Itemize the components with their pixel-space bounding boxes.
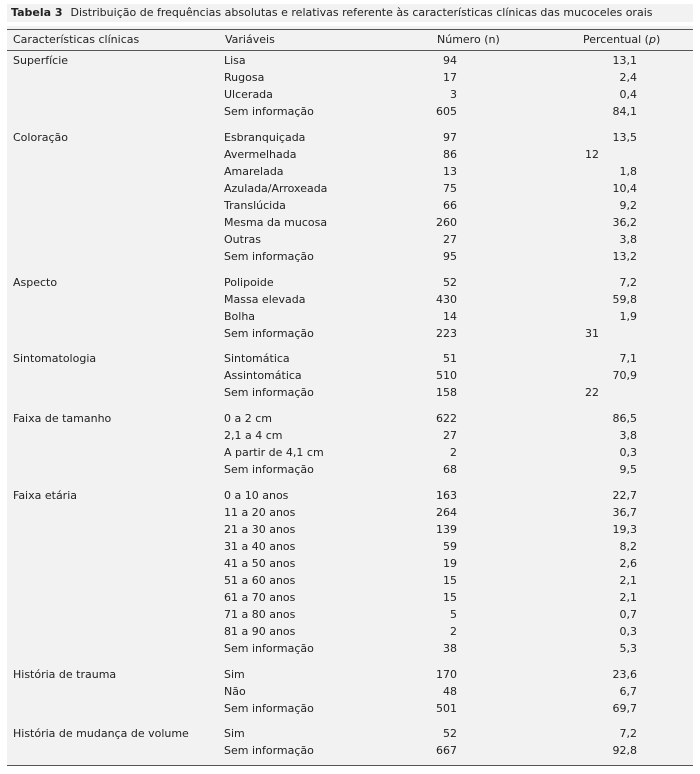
number-cell: 170: [436, 667, 457, 681]
percent-cell: 6,7: [619, 684, 637, 698]
variable-cell: 0 a 10 anos: [224, 488, 289, 502]
variable-cell: Sem informação: [224, 463, 314, 477]
header-percentual-close: ): [655, 33, 661, 46]
percent-cell: 59,8: [612, 292, 637, 306]
group-label: História de trauma: [13, 667, 117, 681]
number-cell: 75: [443, 181, 457, 195]
variable-cell: A partir de 4,1 cm: [224, 446, 324, 460]
variable-cell: Rugosa: [224, 71, 265, 85]
header-percentual: [583, 33, 660, 47]
number-cell: 622: [436, 411, 457, 425]
variable-cell: Sem informação: [224, 701, 314, 715]
variable-cell: 0 a 2 cm: [224, 411, 272, 425]
number-cell: 94: [443, 54, 457, 67]
percent-cell: 2,6: [619, 556, 637, 570]
header-variaveis: Variáveis: [225, 33, 275, 46]
variable-cell: Outras: [224, 233, 261, 246]
variable-cell: Mesma da mucosa: [224, 215, 328, 229]
variable-cell: Sem informação: [224, 642, 314, 656]
number-cell: 97: [443, 130, 457, 144]
variable-cell: Assintomática: [224, 369, 302, 383]
variable-cell: 31 a 40 anos: [224, 539, 296, 553]
percent-cell: 5,3: [619, 642, 637, 656]
number-cell: 3: [450, 88, 457, 102]
percent-cell: 2,4: [619, 71, 637, 85]
variable-cell: 51 a 60 anos: [224, 573, 296, 587]
percent-cell: 84,1: [612, 105, 637, 119]
variable-cell: Lisa: [224, 54, 246, 67]
number-cell: 52: [443, 727, 457, 741]
percent-cell: 36,2: [612, 215, 637, 229]
table-caption-label: Tabela 3: [11, 6, 63, 19]
variable-cell: 2,1 a 4 cm: [224, 429, 283, 442]
percent-cell: 7,2: [619, 727, 637, 741]
table-caption-text: Distribuição de frequências absolutas e relativas referente às características clínicas das mucoceles orais: [70, 6, 653, 19]
percent-cell: 0,3: [619, 446, 637, 460]
number-cell: 13: [443, 164, 457, 178]
variable-cell: Não: [224, 684, 246, 698]
number-cell: 139: [436, 522, 457, 536]
percent-cell: 9,2: [619, 198, 637, 212]
variable-cell: Avermelhada: [224, 147, 297, 161]
percent-cell: 19,3: [612, 522, 637, 536]
number-cell: 15: [443, 573, 457, 587]
percent-cell: 2,1: [619, 590, 637, 604]
percent-cell: 9,5: [619, 463, 637, 477]
header-rule: [7, 50, 693, 51]
number-cell: 52: [443, 275, 457, 289]
variable-cell: Translúcida: [224, 198, 286, 212]
number-cell: 158: [436, 386, 457, 400]
group-label: História de mudança de volume: [13, 727, 189, 741]
number-cell: 510: [436, 369, 457, 383]
clinical-characteristics-table: [7, 26, 693, 766]
variable-cell: 71 a 80 anos: [224, 608, 296, 621]
group-label: Aspecto: [13, 275, 58, 289]
percent-cell: 1,8: [619, 164, 637, 178]
variable-cell: Esbranquiçada: [224, 130, 306, 144]
number-cell: 17: [443, 71, 457, 85]
percent-cell: 23,6: [612, 667, 637, 681]
variable-cell: Sim: [224, 667, 245, 681]
header-percentual-text: Percentual (: [583, 33, 649, 46]
percent-cell: 13,2: [612, 250, 637, 264]
percent-cell: 7,2: [619, 275, 637, 289]
number-cell: 163: [436, 488, 457, 502]
header-caracteristicas: Características clínicas: [13, 33, 140, 46]
percent-cell: 69,7: [612, 701, 637, 715]
percent-cell: 3,8: [619, 429, 637, 442]
percent-cell: 13,5: [612, 130, 637, 144]
group-label: Sintomatologia: [13, 352, 97, 366]
variable-cell: 61 a 70 anos: [224, 590, 296, 604]
percent-cell: 0,3: [619, 625, 637, 639]
number-cell: 5: [450, 608, 457, 621]
number-cell: 430: [436, 292, 457, 306]
variable-cell: Sim: [224, 727, 245, 741]
number-cell: 15: [443, 590, 457, 604]
variable-cell: Sem informação: [224, 744, 314, 758]
number-cell: 260: [436, 215, 457, 229]
number-cell: 48: [443, 684, 457, 698]
variable-cell: 11 a 20 anos: [224, 505, 296, 519]
variable-cell: Sem informação: [224, 105, 314, 119]
percent-cell: 70,9: [612, 369, 637, 383]
percent-cell: 8,2: [619, 539, 637, 553]
table-caption: [7, 4, 693, 22]
variable-cell: Sintomática: [224, 352, 290, 366]
number-cell: 605: [436, 105, 457, 119]
number-cell: 68: [443, 463, 457, 477]
variable-cell: Amarelada: [224, 164, 284, 178]
variable-cell: 21 a 30 anos: [224, 522, 296, 536]
number-cell: 38: [443, 642, 457, 656]
percent-cell: 22: [585, 386, 599, 400]
number-cell: 19: [443, 556, 457, 570]
number-cell: 86: [443, 147, 457, 161]
number-cell: 27: [443, 429, 457, 442]
variable-cell: 81 a 90 anos: [224, 625, 296, 639]
variable-cell: Ulcerada: [224, 88, 273, 102]
percent-cell: 0,7: [619, 608, 637, 621]
percent-cell: 36,7: [612, 505, 637, 519]
percent-cell: 3,8: [619, 233, 637, 246]
number-cell: 66: [443, 198, 457, 212]
variable-cell: Bolha: [224, 309, 256, 323]
percent-cell: 31: [585, 326, 599, 340]
variable-cell: Sem informação: [224, 250, 314, 264]
number-cell: 27: [443, 233, 457, 246]
number-cell: 51: [443, 352, 457, 366]
group-label: Faixa etária: [13, 488, 78, 502]
number-cell: 223: [436, 326, 457, 340]
percent-cell: 10,4: [612, 181, 637, 195]
percent-cell: 0,4: [619, 88, 637, 102]
number-cell: 501: [436, 701, 457, 715]
variable-cell: 41 a 50 anos: [224, 556, 296, 570]
number-cell: 2: [450, 446, 457, 460]
percent-cell: 22,7: [612, 488, 637, 502]
percent-cell: 1,9: [619, 309, 637, 323]
group-label: Coloração: [13, 130, 68, 144]
table-top-rule: [7, 29, 693, 30]
variable-cell: Sem informação: [224, 386, 314, 400]
variable-cell: Massa elevada: [224, 292, 306, 306]
percent-cell: 92,8: [612, 744, 637, 758]
variable-cell: Sem informação: [224, 326, 314, 340]
group-label: Superfície: [13, 54, 69, 67]
percent-cell: 7,1: [619, 352, 637, 366]
number-cell: 264: [436, 505, 457, 519]
number-cell: 95: [443, 250, 457, 264]
number-cell: 14: [443, 309, 457, 323]
percent-cell: 86,5: [612, 411, 637, 425]
variable-cell: Polipoide: [224, 275, 274, 289]
number-cell: 2: [450, 625, 457, 639]
percent-cell: 12: [585, 147, 599, 161]
percent-cell: 13,1: [612, 54, 637, 67]
table-bottom-rule: [7, 765, 693, 766]
header-percentual-p: p: [648, 33, 656, 46]
percent-cell: 2,1: [619, 573, 637, 587]
header-numero: Número (n): [437, 33, 500, 46]
number-cell: 59: [443, 539, 457, 553]
group-label: Faixa de tamanho: [13, 411, 112, 425]
number-cell: 667: [436, 744, 457, 758]
variable-cell: Azulada/Arroxeada: [224, 181, 328, 195]
